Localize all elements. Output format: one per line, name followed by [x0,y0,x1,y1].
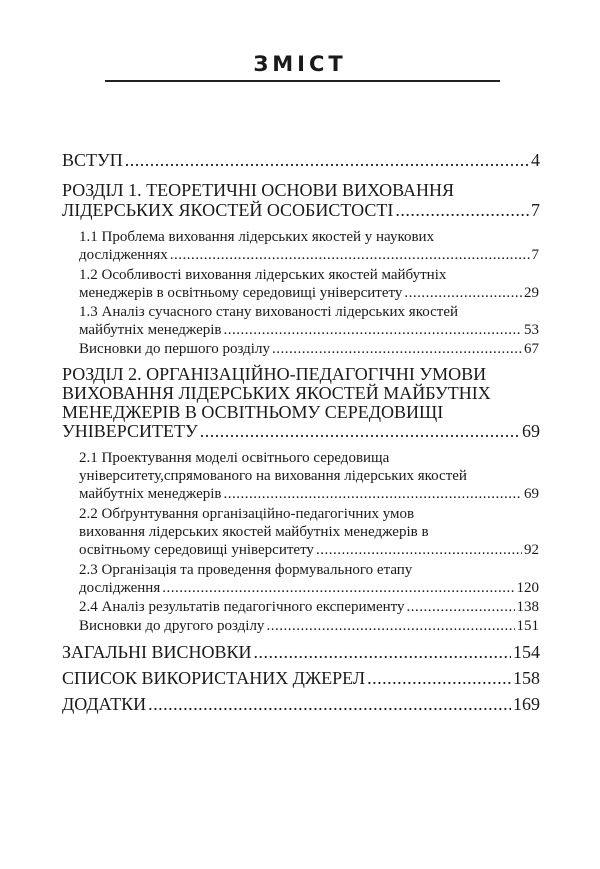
toc-section-1-1-line1[interactable]: 1.1 Проблема виховання лідерських якостей у наукових [79,229,435,245]
toc-entry-text: Висновки до першого розділу [79,341,270,357]
toc-page-number: 53 [524,322,539,338]
toc-entry-text: майбутніх менеджерів [79,486,222,502]
toc-page-number: 7 [531,247,539,263]
toc-entry-text: освітньому середовищі університету [79,542,314,558]
toc-page-number: 92 [524,542,539,558]
toc-section-2-2-line2[interactable]: виховання лідерських якостей майбутніх менеджерів в [79,524,429,540]
toc-entry-section-2-1[interactable] [79,485,539,503]
toc-page-number: 138 [516,599,539,615]
toc-entry-text: дослідження [79,580,161,596]
page-title: ЗМІСТ [253,52,347,76]
toc-entry-text: 2.4 Аналіз результатів педагогічного експерименту [79,599,405,615]
dot-leader [223,485,522,503]
toc-entry-conclusions-1[interactable] [79,340,539,358]
toc-entry-section-2-2[interactable] [79,541,539,559]
toc-entry-section-1-2[interactable] [79,284,539,302]
toc-entry-text: СПИСОК ВИКОРИСТАНИХ ДЖЕРЕЛ [62,668,366,688]
toc-entry-conclusions-2[interactable] [79,617,539,635]
toc-page-number: 69 [522,421,540,441]
toc-entry-text: ДОДАТКИ [62,694,147,714]
toc-entry-text: менеджерів в освітньому середовищі університету [79,285,403,301]
dot-leader [162,579,514,597]
dot-leader [170,246,530,264]
dot-leader [254,642,511,662]
dot-leader [125,150,529,170]
toc-entry-text: дослідженнях [79,247,168,263]
toc-section-1-2-line1[interactable]: 1.2 Особливості виховання лідерських якостей майбутніх [79,267,447,283]
toc-entry-text: Висновки до другого розділу [79,618,265,634]
toc-page-number: 4 [531,150,540,170]
toc-entry-text: майбутніх менеджерів [79,322,222,338]
toc-entry-text: ЗАГАЛЬНІ ВИСНОВКИ [62,642,252,662]
dot-leader [223,321,522,339]
dot-leader [148,694,511,714]
dot-leader [407,598,515,616]
toc-entry-appendices[interactable] [62,694,540,714]
toc-page-number: 154 [513,642,540,662]
toc-entry-chapter2[interactable] [62,421,540,441]
toc-chapter2-line1[interactable]: РОЗДІЛ 2. ОРГАНІЗАЦІЙНО-ПЕДАГОГІЧНІ УМОВИ [62,364,487,384]
toc-page-number: 158 [513,668,540,688]
dot-leader [200,421,520,441]
toc-section-2-1-line2[interactable]: університету,спрямованого на виховання лідерських якостей [79,468,467,484]
dot-leader [266,617,514,635]
toc-section-2-2-line1[interactable]: 2.2 Обґрунтування організаційно-педагогічних умов [79,506,415,522]
toc-section-1-3-line1[interactable]: 1.3 Аналіз сучасного стану вихованості лідерських якостей [79,304,458,320]
toc-chapter1-line1[interactable]: РОЗДІЛ 1. ТЕОРЕТИЧНІ ОСНОВИ ВИХОВАННЯ [62,180,455,200]
dot-leader [404,284,522,302]
toc-entry-general-conclusions[interactable] [62,642,540,662]
toc-page-number: 29 [524,285,539,301]
toc-entry-text: ВСТУП [62,150,123,170]
toc-page-number: 120 [516,580,539,596]
toc-entry-text: ЛІДЕРСЬКИХ ЯКОСТЕЙ ОСОБИСТОСТІ [62,200,394,220]
dot-leader [395,200,529,220]
toc-entry-section-2-4[interactable] [79,598,539,616]
toc-page-number: 69 [524,486,539,502]
toc-page-number: 7 [531,200,540,220]
toc-page-number: 67 [524,341,539,357]
toc-entry-chapter1[interactable] [62,200,540,220]
toc-page-number: 151 [516,618,539,634]
toc-entry-section-1-3[interactable] [79,321,539,339]
toc-entry-section-1-1[interactable] [79,246,539,264]
toc-entry-text: УНІВЕРСИТЕТУ [62,421,198,441]
toc-chapter2-line2[interactable]: ВИХОВАННЯ ЛІДЕРСЬКИХ ЯКОСТЕЙ МАЙБУТНІХ [62,383,491,403]
dot-leader [367,668,511,688]
dot-leader [272,340,522,358]
toc-entry-section-2-3[interactable] [79,579,539,597]
toc-entry-intro[interactable] [62,150,540,170]
toc-chapter2-line3[interactable]: МЕНЕДЖЕРІВ В ОСВІТНЬОМУ СЕРЕДОВИЩІ [62,402,444,422]
toc-page-number: 169 [513,694,540,714]
toc-entry-references[interactable] [62,668,540,688]
toc-section-2-3-line1[interactable]: 2.3 Організація та проведення формувального етапу [79,562,413,578]
toc-section-2-1-line1[interactable]: 2.1 Проектування моделі освітнього середовища [79,450,390,466]
dot-leader [316,541,522,559]
